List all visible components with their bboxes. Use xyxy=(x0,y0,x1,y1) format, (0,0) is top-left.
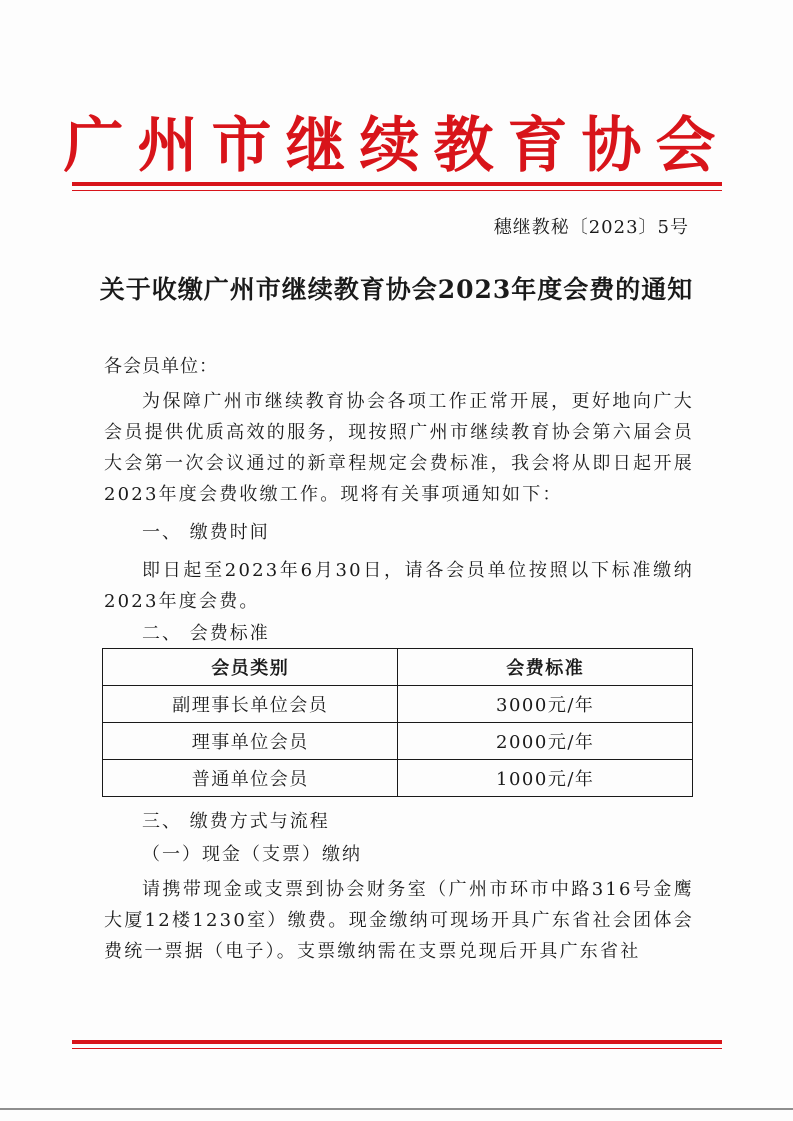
table-row xyxy=(103,760,693,797)
salutation: 各会员单位： xyxy=(104,356,218,377)
member-category-cell: 理事单位会员 xyxy=(103,723,398,760)
subsection-heading-cash-cheque: （一）现金（支票）缴纳 xyxy=(142,844,362,865)
letterhead-org-name: 广州市继续教育协会 xyxy=(63,111,730,181)
page-bottom-edge xyxy=(0,1108,793,1110)
fee-amount-cell: 3000元/年 xyxy=(398,686,693,723)
table-header-cell: 会员类别 xyxy=(103,649,398,686)
table-row xyxy=(103,723,693,760)
fee-amount-cell: 1000元/年 xyxy=(398,760,693,797)
footer-red-rule-thin xyxy=(72,1048,722,1049)
document-number: 穗继教秘〔2023〕5号 xyxy=(493,217,689,238)
table-header-cell: 会费标准 xyxy=(398,649,693,686)
member-category-cell: 副理事长单位会员 xyxy=(103,686,398,723)
table-header-row xyxy=(103,649,693,686)
member-category-cell: 普通单位会员 xyxy=(103,760,398,797)
cash-payment-paragraph: 请携带现金或支票到协会财务室（广州市环市中路316号金鹰大厦12楼1230室）缴费。现金缴纳可现场开具广东省社会团体会费统一票据（电子）。支票缴纳需在支票兑现后开具广东省社 xyxy=(104,879,694,962)
section-heading-payment-time: 一、 缴费时间 xyxy=(142,522,270,543)
footer-red-rule-thick xyxy=(72,1040,722,1044)
intro-paragraph: 为保障广州市继续教育协会各项工作正常开展，更好地向广大会员提供优质高效的服务，现按照广州市继续教育协会第六届会员大会第一次会议通过的新章程规定会费标准，我会将从即日起开展2023年度会费收缴工作。现将有关事项通知如下： xyxy=(104,391,694,505)
section-heading-fee-standard: 二、 会费标准 xyxy=(142,623,270,644)
letterhead-red-rule-thin xyxy=(72,190,722,191)
fee-amount-cell: 2000元/年 xyxy=(398,723,693,760)
letterhead-red-rule-thick xyxy=(72,182,722,186)
payment-time-paragraph: 即日起至2023年6月30日，请各会员单位按照以下标准缴纳2023年度会费。 xyxy=(104,560,694,612)
section-heading-payment-method: 三、 缴费方式与流程 xyxy=(142,811,330,832)
fee-standard-table xyxy=(102,648,693,797)
document-title: 关于收缴广州市继续教育协会2023年度会费的通知 xyxy=(99,275,694,304)
table-row xyxy=(103,686,693,723)
